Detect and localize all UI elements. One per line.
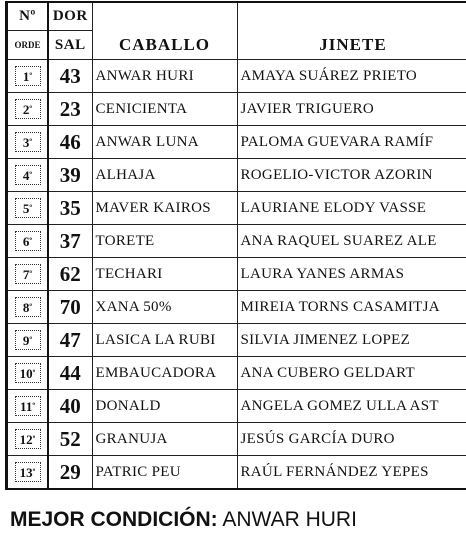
horse-cell: TECHARI bbox=[92, 258, 237, 291]
header-dorsal-bottom: SAL bbox=[48, 31, 92, 60]
dorsal-cell: 35 bbox=[48, 192, 92, 225]
horse-cell: TORETE bbox=[92, 225, 237, 258]
table-row bbox=[7, 93, 466, 126]
position-badge bbox=[15, 66, 41, 86]
position-cell bbox=[7, 390, 48, 423]
horse-cell: PATRIC PEU bbox=[92, 456, 237, 489]
position-suffix: º bbox=[29, 170, 33, 179]
position-badge bbox=[15, 363, 41, 383]
table-row bbox=[7, 159, 466, 192]
position-suffix: º bbox=[29, 236, 33, 245]
position-badge bbox=[15, 264, 41, 284]
position-suffix: º bbox=[29, 71, 33, 80]
rider-cell: ANGELA GOMEZ ULLA AST bbox=[237, 390, 466, 423]
dorsal-cell: 62 bbox=[48, 258, 92, 291]
table-row bbox=[7, 291, 466, 324]
rider-cell: AMAYA SUÁREZ PRIETO bbox=[237, 60, 466, 93]
horse-cell: ANWAR LUNA bbox=[92, 126, 237, 159]
best-condition-value: ANWAR HURI bbox=[222, 508, 357, 531]
position-badge bbox=[15, 330, 41, 350]
position-suffix: º bbox=[29, 269, 33, 278]
position-number: 8 bbox=[22, 300, 30, 315]
position-badge bbox=[15, 462, 41, 482]
dorsal-cell: 43 bbox=[48, 60, 92, 93]
position-number: 9 bbox=[22, 333, 30, 348]
position-badge bbox=[15, 396, 41, 416]
position-cell bbox=[7, 93, 48, 126]
best-condition bbox=[10, 508, 357, 532]
table-row bbox=[7, 390, 466, 423]
position-suffix: º bbox=[29, 104, 33, 113]
position-cell bbox=[7, 456, 48, 489]
position-number: 11 bbox=[20, 399, 33, 414]
position-suffix: º bbox=[29, 302, 33, 311]
rider-cell: ROGELIO-VICTOR AZORIN bbox=[237, 159, 466, 192]
rider-cell: ANA RAQUEL SUAREZ ALE bbox=[237, 225, 466, 258]
dorsal-cell: 70 bbox=[48, 291, 92, 324]
horse-cell: MAVER KAIROS bbox=[92, 192, 237, 225]
position-cell bbox=[7, 423, 48, 456]
position-badge bbox=[15, 231, 41, 251]
dorsal-cell: 44 bbox=[48, 357, 92, 390]
dorsal-cell: 39 bbox=[48, 159, 92, 192]
horse-cell: ALHAJA bbox=[92, 159, 237, 192]
position-suffix: º bbox=[29, 203, 33, 212]
position-number: 4 bbox=[22, 168, 30, 183]
best-condition-label: MEJOR CONDICIÓN: bbox=[10, 508, 218, 531]
position-suffix: º bbox=[32, 368, 36, 377]
table-row bbox=[7, 456, 466, 489]
table-row bbox=[7, 324, 466, 357]
table-row bbox=[7, 126, 466, 159]
position-cell bbox=[7, 192, 48, 225]
rider-cell: PALOMA GUEVARA RAMÍF bbox=[237, 126, 466, 159]
position-number: 12 bbox=[19, 432, 33, 447]
table-row bbox=[7, 423, 466, 456]
position-number: 6 bbox=[22, 234, 30, 249]
rider-cell: JAVIER TRIGUERO bbox=[237, 93, 466, 126]
position-suffix: º bbox=[29, 137, 33, 146]
position-cell bbox=[7, 60, 48, 93]
dorsal-cell: 23 bbox=[48, 93, 92, 126]
position-number: 10 bbox=[19, 366, 33, 381]
position-number: 1 bbox=[22, 69, 30, 84]
rider-cell: SILVIA JIMENEZ LOPEZ bbox=[237, 324, 466, 357]
table-row bbox=[7, 357, 466, 390]
position-number: 5 bbox=[22, 201, 30, 216]
rider-cell: JESÚS GARCÍA DURO bbox=[237, 423, 466, 456]
rider-cell: RAÚL FERNÁNDEZ YEPES bbox=[237, 456, 466, 489]
table-row bbox=[7, 225, 466, 258]
position-cell bbox=[7, 291, 48, 324]
table-row bbox=[7, 258, 466, 291]
position-number: 13 bbox=[19, 465, 33, 480]
horse-cell: GRANUJA bbox=[92, 423, 237, 456]
position-cell bbox=[7, 357, 48, 390]
dorsal-cell: 40 bbox=[48, 390, 92, 423]
position-badge bbox=[15, 429, 41, 449]
dorsal-cell: 29 bbox=[48, 456, 92, 489]
position-suffix: º bbox=[32, 467, 36, 476]
position-cell bbox=[7, 258, 48, 291]
table-row bbox=[7, 60, 466, 93]
horse-cell: EMBAUCADORA bbox=[92, 357, 237, 390]
rider-cell: LAURIANE ELODY VASSE bbox=[237, 192, 466, 225]
position-cell bbox=[7, 126, 48, 159]
position-badge bbox=[15, 99, 41, 119]
position-cell bbox=[7, 324, 48, 357]
results-table bbox=[6, 2, 466, 489]
position-badge bbox=[15, 297, 41, 317]
rider-cell: MIREIA TORNS CASAMITJA bbox=[237, 291, 466, 324]
header-rider: JINETE bbox=[237, 3, 466, 60]
position-cell bbox=[7, 225, 48, 258]
horse-cell: ANWAR HURI bbox=[92, 60, 237, 93]
header-row-top bbox=[7, 3, 466, 31]
rider-cell: ANA CUBERO GELDART bbox=[237, 357, 466, 390]
dorsal-cell: 37 bbox=[48, 225, 92, 258]
results-table-body bbox=[7, 3, 466, 489]
position-number: 2 bbox=[22, 102, 30, 117]
horse-cell: CENICIENTA bbox=[92, 93, 237, 126]
dorsal-cell: 46 bbox=[48, 126, 92, 159]
header-horse: CABALLO bbox=[92, 3, 237, 60]
dorsal-cell: 47 bbox=[48, 324, 92, 357]
dorsal-cell: 52 bbox=[48, 423, 92, 456]
position-suffix: º bbox=[32, 401, 35, 410]
position-number: 3 bbox=[22, 135, 30, 150]
position-badge bbox=[15, 165, 41, 185]
rider-cell: LAURA YANES ARMAS bbox=[237, 258, 466, 291]
position-badge bbox=[15, 198, 41, 218]
header-position-bottom: ORDE bbox=[7, 31, 48, 60]
position-cell bbox=[7, 159, 48, 192]
header-position-top: Nº bbox=[7, 3, 48, 31]
horse-cell: DONALD bbox=[92, 390, 237, 423]
position-number: 7 bbox=[22, 267, 30, 282]
horse-cell: XANA 50% bbox=[92, 291, 237, 324]
horse-cell: LASICA LA RUBI bbox=[92, 324, 237, 357]
header-dorsal-top: DOR bbox=[48, 3, 92, 31]
table-row bbox=[7, 192, 466, 225]
position-suffix: º bbox=[29, 335, 33, 344]
position-badge bbox=[15, 132, 41, 152]
position-suffix: º bbox=[32, 434, 36, 443]
